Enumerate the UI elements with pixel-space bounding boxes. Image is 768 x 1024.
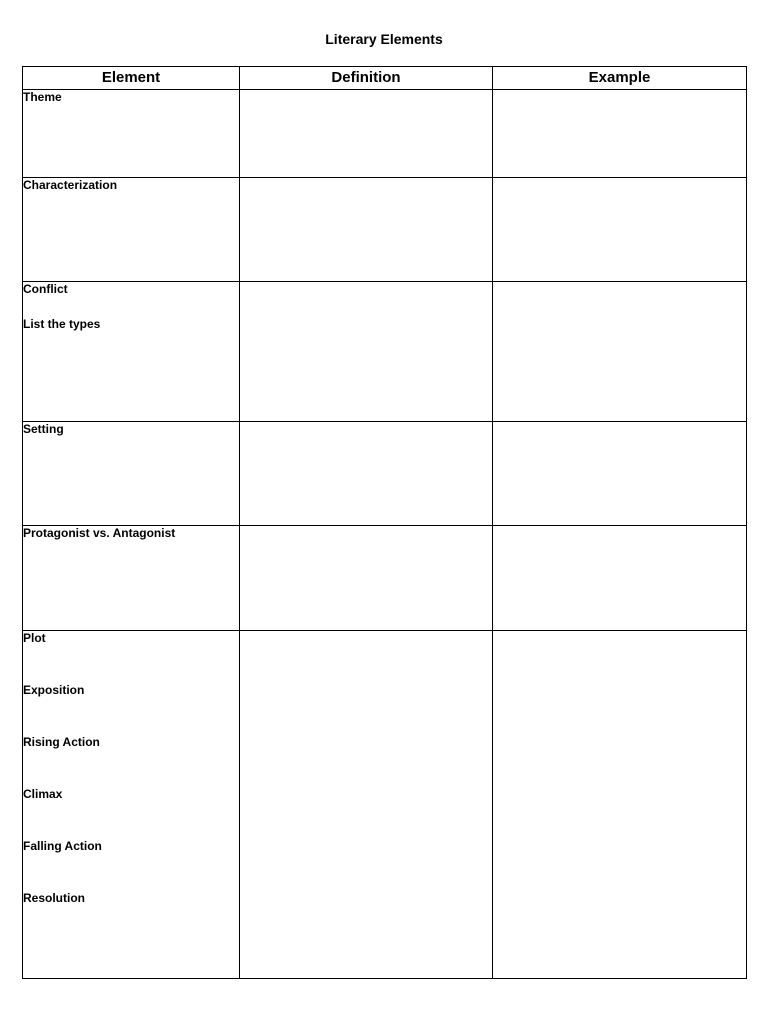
table-row-setting: [23, 422, 747, 526]
table-row-theme: [23, 90, 747, 178]
element-sublabel: Exposition: [23, 683, 85, 697]
element-cell-protagonist: [23, 526, 240, 631]
example-cell[interactable]: [493, 631, 747, 979]
definition-cell[interactable]: [240, 526, 493, 631]
element-sublabel: Falling Action: [23, 839, 102, 853]
table-row-characterization: [23, 178, 747, 282]
element-label: Protagonist vs. Antagonist: [23, 526, 176, 540]
definition-cell[interactable]: [240, 631, 493, 979]
element-cell-conflict: [23, 282, 240, 422]
element-label: Theme: [23, 90, 62, 104]
example-cell[interactable]: [493, 282, 747, 422]
table-row-protagonist: [23, 526, 747, 631]
element-label: Characterization: [23, 178, 118, 192]
definition-cell[interactable]: [240, 422, 493, 526]
example-cell[interactable]: [493, 178, 747, 282]
element-cell-setting: [23, 422, 240, 526]
element-label: Setting: [23, 422, 64, 436]
table-header-row: [23, 67, 747, 90]
element-cell-theme: [23, 90, 240, 178]
definition-cell[interactable]: [240, 178, 493, 282]
table-row-plot: [23, 631, 747, 979]
element-sublabel: List the types: [23, 317, 101, 331]
definition-cell[interactable]: [240, 90, 493, 178]
document-title: Literary Elements: [325, 31, 443, 47]
element-sublabel: Resolution: [23, 891, 85, 905]
header-example: Example: [493, 67, 747, 90]
example-cell[interactable]: [493, 422, 747, 526]
element-cell-characterization: [23, 178, 240, 282]
definition-cell[interactable]: [240, 282, 493, 422]
element-sublabel: Rising Action: [23, 735, 100, 749]
header-definition: Definition: [240, 67, 493, 90]
element-sublabel: Climax: [23, 787, 63, 801]
literary-elements-table: [22, 66, 747, 979]
example-cell[interactable]: [493, 90, 747, 178]
element-label: Conflict: [23, 282, 68, 296]
header-element: Element: [23, 67, 240, 90]
element-label: Plot: [23, 631, 46, 645]
example-cell[interactable]: [493, 526, 747, 631]
table-row-conflict: [23, 282, 747, 422]
element-cell-plot: [23, 631, 240, 979]
